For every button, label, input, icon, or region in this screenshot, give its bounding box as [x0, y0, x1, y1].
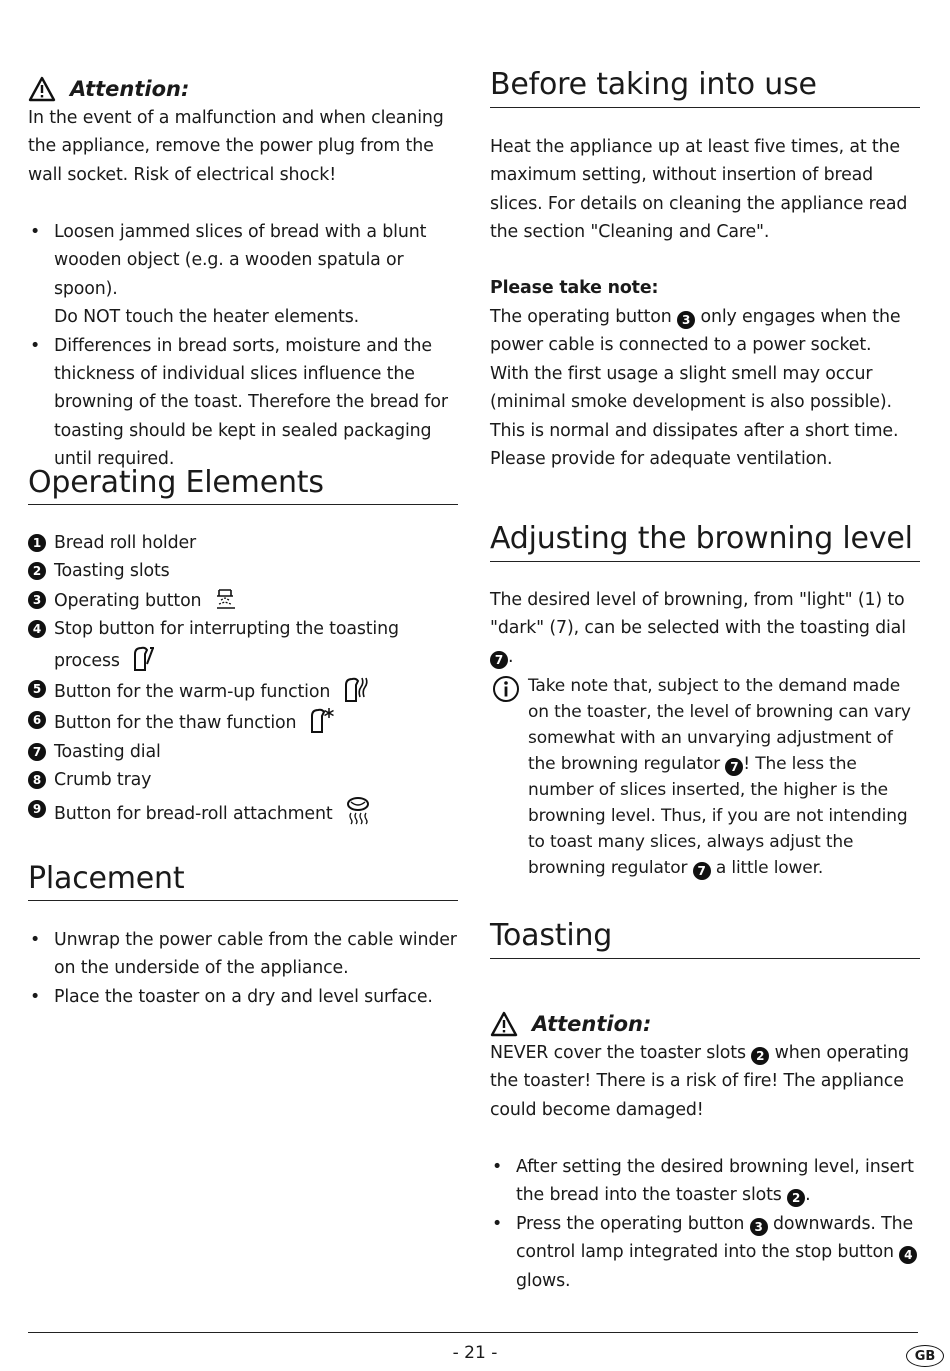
number-badge: 8	[28, 771, 46, 789]
attention-heading-left	[28, 76, 189, 102]
number-badge: 6	[28, 711, 46, 729]
warning-icon	[490, 1011, 518, 1037]
list-item: 1 Bread roll holder	[28, 529, 458, 557]
number-badge: 2	[28, 562, 46, 580]
browning-text: The desired level of browning, from "light" (1) to "dark" (7), can be selected with the toasting dial 7 .	[490, 590, 906, 667]
list-item: 5 Button for the warm-up function	[28, 675, 458, 706]
number-badge: 1	[28, 534, 46, 552]
number-badge: 5	[28, 680, 46, 698]
placement-bullet-list	[28, 926, 458, 1011]
list-item: 8 Crumb tray	[28, 766, 458, 794]
number-badge: 2	[751, 1047, 769, 1065]
info-text: Take note that, subject to the demand made on the toaster, the level of browning can vary somewhat with an unvarying adjustment of the browning regulator 7 ! The less the number of slices inserted, the higher is the browning level. Thus, if you are not intending to toast many slices, always adjust the browning regulator 7 a little lower.	[528, 676, 911, 878]
number-badge: 7	[693, 862, 711, 880]
toasting-bullet-list	[490, 1153, 920, 1295]
list-item: 9 Button for bread-roll attachment	[28, 795, 458, 828]
heading-rule	[28, 900, 458, 901]
list-item: 7 Toasting dial	[28, 738, 458, 766]
heading-rule	[490, 958, 920, 959]
attention-heading-right	[490, 1011, 651, 1037]
heading-rule	[490, 561, 920, 562]
list-item: 4 Stop button for interrupting the toasting process	[28, 615, 458, 675]
operating-elements-list	[28, 529, 458, 828]
list-item: 2 Toasting slots	[28, 557, 458, 585]
list-item: • Unwrap the power cable from the cable winder on the underside of the appliance.	[28, 926, 458, 983]
attention-label: Attention:	[70, 77, 190, 101]
number-badge: 7	[490, 651, 508, 669]
list-item: • Differences in bread sorts, moisture and the thickness of individual slices influence the browning of the toast. Therefore the bread for toasting should be kept in sealed packaging until required.	[28, 332, 458, 474]
list-item: • Place the toaster on a dry and level surface.	[28, 983, 458, 1011]
number-badge: 7	[28, 743, 46, 761]
warning-icon	[28, 76, 56, 102]
number-badge: 3	[28, 591, 46, 609]
number-badge: 3	[677, 311, 695, 329]
heading-rule	[28, 504, 458, 505]
list-item: 6 Button for the thaw function	[28, 706, 458, 737]
page-number: - 21 -	[452, 1343, 498, 1363]
section-heading-placement: Placement	[28, 861, 185, 896]
list-item: 3 Operating button	[28, 586, 458, 615]
before-use-text: Heat the appliance up at least five times, at the maximum setting, without insertion of bread slices. For details on cleaning the appliance read the section "Cleaning and Care".	[490, 137, 908, 243]
info-note	[490, 673, 920, 881]
section-heading-toasting: Toasting	[490, 918, 613, 953]
lever-icon	[213, 586, 239, 612]
heading-rule	[490, 107, 920, 108]
stop-toast-icon	[131, 644, 155, 672]
list-item: • After setting the desired browning level, insert the bread into the toaster slots 2 .	[490, 1153, 920, 1210]
attention-label: Attention:	[532, 1012, 652, 1036]
top-bullet-list	[28, 218, 458, 474]
language-badge: GB	[906, 1345, 944, 1367]
thaw-icon	[308, 706, 336, 734]
bread-roll-icon	[344, 795, 372, 825]
note-text: The operating button 3 only engages when the power cable is connected to a power socket. With the first usage a slight smell may occur (minimal smoke development is also possible). This is normal and dissipates after a short time. Please provide for adequate ventilation.	[490, 307, 901, 470]
toasting-attention-text: NEVER cover the toaster slots 2 when operating the toaster! There is a risk of fire! The appliance could become damaged!	[490, 1043, 909, 1120]
section-heading-before-use: Before taking into use	[490, 67, 817, 102]
footer-rule	[28, 1332, 918, 1333]
number-badge: 3	[750, 1218, 768, 1236]
info-icon	[492, 675, 520, 703]
number-badge: 2	[787, 1189, 805, 1207]
section-heading-browning: Adjusting the browning level	[490, 521, 913, 556]
warm-up-icon	[342, 675, 370, 703]
number-badge: 9	[28, 800, 46, 818]
section-heading-operating-elements: Operating Elements	[28, 465, 324, 500]
list-item: • Press the operating button 3 downwards. The control lamp integrated into the stop button 4 glows.	[490, 1210, 920, 1295]
number-badge: 7	[725, 758, 743, 776]
number-badge: 4	[899, 1246, 917, 1264]
number-badge: 4	[28, 620, 46, 638]
list-item: • Loosen jammed slices of bread with a blunt wooden object (e.g. a wooden spatula or spoon). Do NOT touch the heater elements.	[28, 218, 458, 332]
note-heading: Please take note:	[490, 278, 659, 298]
attention-text: In the event of a malfunction and when cleaning the appliance, remove the power plug from the wall socket. Risk of electrical shock!	[28, 108, 444, 185]
